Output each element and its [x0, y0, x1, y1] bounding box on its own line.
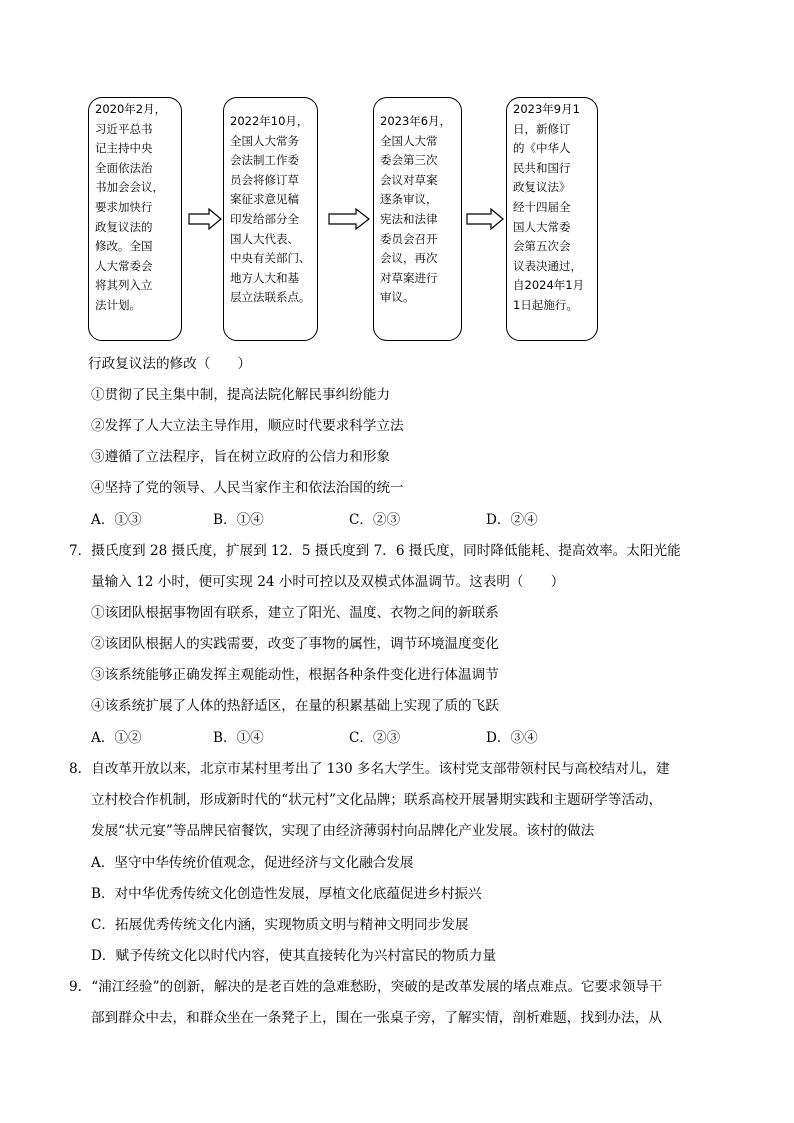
flow-box-2023-jun: [373, 97, 462, 341]
flow-text: 日，新修订: [513, 121, 571, 136]
flow-box-2020: [88, 97, 182, 341]
question-7-stem: 7．摄氏度到 28 摄氏度，扩展到 12．5 摄氏度到 7．6 摄氏度，同时降低能耗、提高效率。太阳光能: [69, 543, 681, 559]
flow-text: 人大常委会: [95, 258, 153, 273]
flow-text: 1日起施行。: [513, 297, 578, 312]
q8-choice-a[interactable]: A．坚守中华传统价值观念，促进经济与文化融合发展: [91, 855, 414, 871]
q6-statement-1: ①贯彻了民主集中制，提高法院化解民事纠纷能力: [91, 387, 391, 403]
flow-text: 国人大代表、: [230, 231, 299, 246]
right-arrow-icon: [188, 208, 222, 230]
flow-text: 修改。全国: [95, 239, 153, 254]
q7-statement-1: ①该团队根据事物固有联系，建立了阳光、温度、衣物之间的新联系: [91, 605, 499, 621]
flow-text: 全面依法治: [95, 160, 153, 175]
question-7-stem: 量输入 12 小时，便可实现 24 小时可控以及双模式体温调节。这表明（ ）: [91, 574, 565, 590]
flow-text: 案征求意见稿: [230, 192, 299, 207]
flow-text: 委会第三次: [380, 153, 438, 168]
flow-text: 审议。: [380, 290, 415, 305]
flow-text: 国人大常委: [513, 219, 571, 234]
flow-text: 会议对草案: [380, 172, 438, 187]
q7-statement-2: ②该团队根据人的实践需要，改变了事物的属性，调节环境温度变化: [91, 636, 499, 652]
flow-text: 印发给部分全: [230, 211, 299, 226]
q6-choice-d[interactable]: D．②④: [486, 512, 538, 528]
flow-text: 委员会召开: [380, 231, 438, 246]
flow-text: 2020年2月，: [95, 102, 167, 116]
flow-box-2023-sep: [506, 97, 598, 341]
q7-choice-d[interactable]: D．③④: [486, 730, 538, 746]
question-8-stem: 8．自改革开放以来，北京市某村里考出了 130 多名大学生。该村党支部带领村民与高校结对儿，建: [69, 761, 670, 777]
flow-text: 员会将修订草: [230, 172, 299, 187]
question-9-stem: 9．“浦江经验”的创新，解决的是老百姓的急难愁盼，突破的是改革发展的堵点难点。它要求领导干: [69, 979, 663, 995]
q7-choice-a[interactable]: A．①②: [91, 730, 142, 746]
right-arrow-icon: [328, 208, 370, 230]
flow-text: 中央有关部门、: [230, 251, 311, 266]
question-9-stem: 部到群众中去，和群众坐在一条凳子上，围在一张桌子旁，了解实情，剖析难题，找到办法，从: [91, 1010, 662, 1026]
q6-statement-2: ②发挥了人大立法主导作用，顺应时代要求科学立法: [91, 418, 404, 434]
flow-text: 的《中华人: [513, 141, 571, 156]
flow-box-2022: [223, 97, 318, 341]
flow-text: 宪法和法律: [380, 211, 438, 226]
flow-text: 议表决通过，: [513, 258, 582, 273]
flow-text: 全国人大常务: [230, 133, 299, 148]
flow-text: 政复议法的: [95, 219, 153, 234]
q6-choice-b[interactable]: B．①④: [213, 512, 264, 528]
flow-text: 自2024年1月: [513, 278, 585, 293]
flow-text: 要求加快行: [95, 199, 153, 214]
flow-text: 2022年10月，: [230, 114, 309, 128]
q7-choice-b[interactable]: B．①④: [213, 730, 264, 746]
flow-text: 法计划。: [95, 297, 141, 312]
flow-text: 全国人大常: [380, 133, 438, 148]
q6-choice-c[interactable]: C．②③: [349, 512, 401, 528]
flow-text: 层立法联系点。: [230, 290, 311, 305]
flow-text: 对草案进行: [380, 270, 438, 285]
q6-statement-4: ④坚持了党的领导、人民当家作主和依法治国的统一: [91, 480, 404, 496]
flow-text: 会第五次会: [513, 239, 571, 254]
q7-choice-c[interactable]: C．②③: [349, 730, 401, 746]
q8-choice-c[interactable]: C．拓展优秀传统文化内涵，实现物质文明与精神文明同步发展: [91, 917, 469, 933]
flow-text: 经十四届全: [513, 199, 571, 214]
flow-text: 2023年6月，: [380, 114, 452, 128]
q8-choice-b[interactable]: B．对中华优秀传统文化创造性发展，厚植文化底蕴促进乡村振兴: [91, 886, 482, 902]
flow-text: 逐条审议，: [380, 192, 438, 207]
flow-text: 政复议法》: [513, 180, 571, 195]
q7-statement-3: ③该系统能够正确发挥主观能动性，根据各种条件变化进行体温调节: [91, 667, 499, 683]
question-8-stem: 立村校合作机制，形成新时代的“状元村”文化品牌；联系高校开展暑期实践和主题研学等活动，: [91, 792, 663, 808]
right-arrow-icon: [466, 208, 504, 230]
q6-statement-3: ③遵循了立法程序，旨在树立政府的公信力和形象: [91, 449, 391, 465]
question-8-stem: 发展“状元宴”等品牌民宿餐饮，实现了由经济薄弱村向品牌化产业发展。该村的做法: [91, 823, 595, 839]
flow-text: 书加会会议，: [95, 180, 164, 195]
flow-text: 习近平总书: [95, 121, 153, 136]
question-6-stem: 行政复议法的修改（ ）: [88, 356, 252, 372]
q7-statement-4: ④该系统扩展了人体的热舒适区，在量的积累基础上实现了质的飞跃: [91, 698, 499, 714]
flow-text: 2023年9月1: [513, 102, 580, 116]
flow-text: 会法制工作委: [230, 153, 299, 168]
q8-choice-d[interactable]: D．赋予传统文化以时代内容，使其直接转化为兴村富民的物质力量: [91, 948, 497, 964]
flow-text: 将其列入立: [95, 278, 153, 293]
q6-choice-a[interactable]: A．①③: [91, 512, 142, 528]
flow-text: 地方人大和基: [230, 270, 299, 285]
flow-text: 会议，再次: [380, 251, 438, 266]
flow-text: 民共和国行: [513, 160, 571, 175]
flow-text: 记主持中央: [95, 141, 153, 156]
